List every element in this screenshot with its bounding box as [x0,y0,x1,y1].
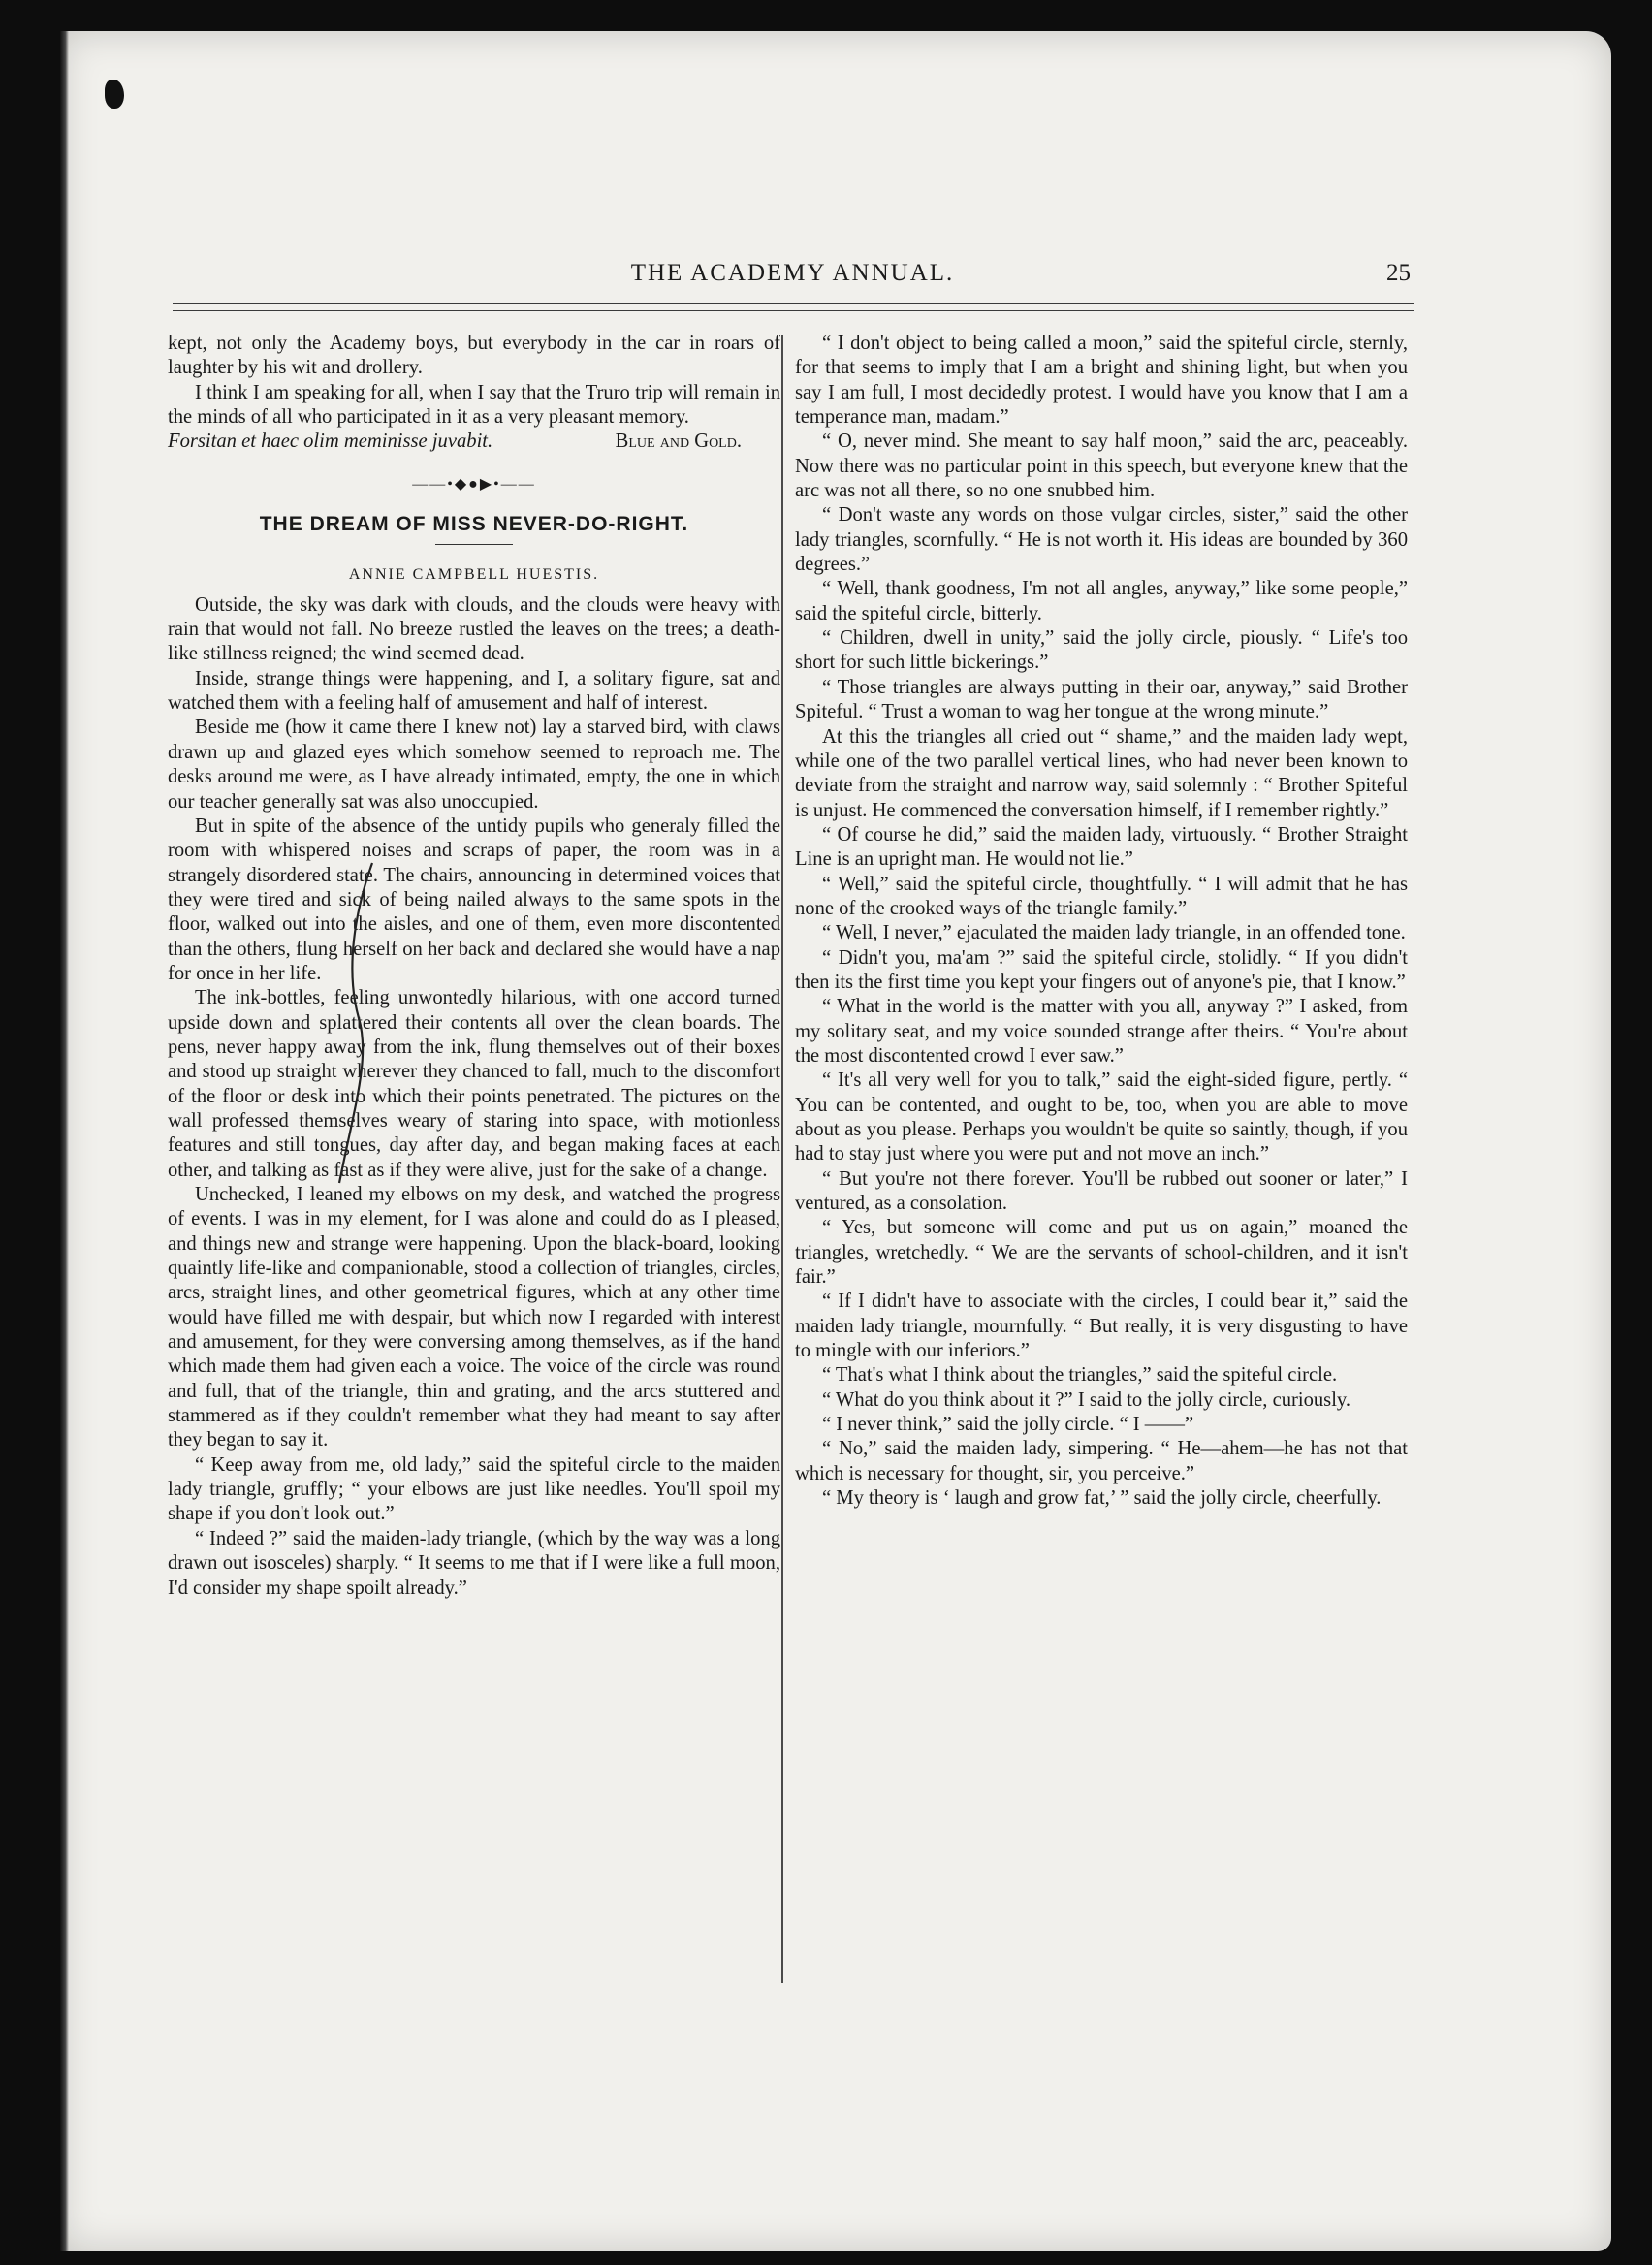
story-paragraph: Outside, the sky was dark with clouds, and the clouds were heavy with rain that would not fall. No breeze rustled the leaves on the trees; a death-like stillness reigned; the wind seemed dead. [168,593,780,665]
story-paragraph: “ But you're not there forever. You'll be rubbed out sooner or later,” I ventured, as a consolation. [795,1167,1408,1215]
story-paragraph: “ If I didn't have to associate with the circles, I could bear it,” said the maiden lady triangle, mournfully. “ But really, it is very disgusting to have to mingle with our inferiors.” [795,1291,1408,1362]
story-paragraph: “ Of course he did,” said the maiden lady, virtuously. “ Brother Straight Line is an upright man. He would not lie.” [795,823,1408,871]
pencil-mark [326,853,379,1193]
page-number: 25 [1386,260,1411,286]
latin-quote: Forsitan et haec olim meminisse juvabit. [168,431,493,453]
section-ornament: ——•◆●▶•—— [412,475,536,493]
signature: Blue and Gold. [615,431,742,453]
story-paragraph: “ I never think,” said the jolly circle. “ I ——” [822,1414,1194,1436]
story-paragraph: Unchecked, I leaned my elbows on my desk, and watched the progress of events. I was in my element, for I was alone and could do as I pleased, and things new and strange were happening. Upon the black-board, looking quaintly life-like and companionable, stood a collection of triangles, circles, arcs, straight lines, and other geometrical figures, which at any other time would have filled me with despair, but which now I regarded with interest and amusement, for they were conversing among themselves, as if the hand which made them had given each a voice. The voice of the circle was round and full, that of the triangle, thin and grating, and the arcs stuttered and stammered as if they couldn't remember what they had meant to say after they began to say it. [168,1184,780,1452]
story-paragraph: “ Keep away from me, old lady,” said the spiteful circle to the maiden lady triangle, gruffly; “ your elbows are just like needles. You'll spoil my shape if you don't look out.” [168,1453,780,1525]
story-paragraph: “ Yes, but someone will come and put us on again,” moaned the triangles, wretchedly. “ We are the servants of school-children, and it isn't fair.” [795,1217,1408,1289]
column-divider [781,335,783,1983]
story-paragraph: “ Well, I never,” ejaculated the maiden lady triangle, in an offended tone. [822,922,1406,944]
carryover-paragraph: kept, not only the Academy boys, but everybody in the car in roars of laughter by his wit and drollery. [168,333,780,379]
title-rule [435,544,513,545]
story-paragraph: “ Didn't you, ma'am ?” said the spiteful circle, stolidly. “ If you didn't then its the first time you kept your fingers out of anyone's pie, that I know.” [795,946,1408,993]
story-paragraph: “ My theory is ‘ laugh and grow fat,’ ” said the jolly circle, cheerfully. [822,1487,1382,1510]
story-paragraph: “ Indeed ?” said the maiden-lady triangle, (which by the way was a long drawn out isosceles) sharply. “ It seems to me that if I were like a full moon, I'd consider my shape spoilt already.” [168,1527,780,1599]
carryover-paragraph: I think I am speaking for all, when I say that the Truro trip will remain in the minds of all who participated in it as a very pleasant memory. [168,381,780,429]
story-paragraph: “ What do you think about it ?” I said to the jolly circle, curiously. [822,1388,1351,1411]
story-paragraph: At this the triangles all cried out “ shame,” and the maiden lady wept, while one of the two parallel vertical lines, who had never been known to deviate from the straight and narrow way, said solemnly : “ Brother Spiteful is unjust. He commenced the conversation himself, if I remember rightly.” [795,725,1408,821]
story-paragraph: “ That's what I think about the triangles,” said the spiteful circle. [822,1364,1338,1387]
story-paragraph: Inside, strange things were happening, and I, a solitary figure, sat and watched them with a feeling half of amusement and half of interest. [168,667,780,715]
story-paragraph: “ No,” said the maiden lady, simpering. “ He—ahem—he has not that which is necessary for thought, sir, you perceive.” [795,1438,1408,1484]
ink-blot [105,80,124,109]
binding-edge [60,31,69,2251]
byline: ANNIE CAMPBELL HUESTIS. [348,566,600,584]
header-rule-thin [173,310,1414,311]
story-paragraph: “ O, never mind. She meant to say half moon,” said the arc, peaceably. Now there was no particular point in this speech, but everyone knew that the arc was not all there, so no one snubbed him. [795,431,1408,502]
story-paragraph: “ I don't object to being called a moon,” said the spiteful circle, sternly, for that seems to imply that I am a bright and shining light, but when you say I am full, I most decidedly protest. I would have you know that I am a temperance man, madam.” [795,333,1408,429]
story-paragraph: “ Children, dwell in unity,” said the jolly circle, piously. “ Life's too short for such little bickerings.” [795,627,1408,674]
left-column [168,332,780,1601]
story-paragraph: Beside me (how it came there I knew not) lay a starved bird, with claws drawn up and glazed eyes which somehow seemed to reproach me. The desks around me were, as I have already intimated, empty, the one in which our teacher generally sat was also unoccupied. [168,717,780,813]
story-paragraph: But in spite of the absence of the untidy pupils who generaly filled the room with whispered noises and scraps of paper, the room was in a strangely disordered state. The chairs, announcing in determined voices that they were tired and sick of being nailed always to the same spots in the floor, walked out into the aisles, and one of them, even more discontented than the others, flung herself on her back and declared she would have a nap for once in her life. [168,814,780,984]
story-paragraph: “ Don't waste any words on those vulgar circles, sister,” said the other lady triangles, scornfully. “ He is not worth it. His ideas are bounded by 360 degrees.” [795,504,1408,576]
story-paragraph: “ What in the world is the matter with you all, anyway ?” I asked, from my solitary seat, and my voice sounded strange after theirs. “ You're about the most discontented crowd I ever saw.” [795,996,1408,1067]
story-paragraph: “ Well, thank goodness, I'm not all angles, anyway,” like some people,” said the spiteful circle, bitterly. [795,578,1408,624]
story-paragraph: “ Well,” said the spiteful circle, thoughtfully. “ I will admit that he has none of the crooked ways of the triangle family.” [795,873,1408,919]
running-title: THE ACADEMY ANNUAL. [630,260,955,286]
page-header [175,260,1411,299]
story-paragraph: The ink-bottles, feeling unwontedly hilarious, with one accord turned upside down and splattered their contents all over the clean boards. The pens, never happy away from the ink, flung themselves out of their boxes and stood up straight wherever they chanced to fall, much to the discomfort of the floor or desk into which their points penetrated. The pictures on the wall professed themselves weary of staring into space, with motionless features and still tongues, day after day, and began making faces at each other, and talking as fast as if they were alive, just for the sake of a change. [168,987,780,1181]
closing-line [168,430,780,454]
article-title: THE DREAM OF MISS NEVER-DO-RIGHT. [259,513,689,536]
story-paragraph: “ Those triangles are always putting in their oar, anyway,” said Brother Spiteful. “ Trust a woman to wag her tongue at the wrong minute.” [795,676,1408,723]
header-rule [173,303,1414,304]
story-paragraph: “ It's all very well for you to talk,” said the eight-sided figure, pertly. “ You can be contented, and ought to be, too, when you are able to move about as you please. Perhaps you wouldn't be quite so saintly, though, if you had to stay just where you were put and not move an inch.” [795,1069,1408,1165]
right-column [795,332,1408,1512]
